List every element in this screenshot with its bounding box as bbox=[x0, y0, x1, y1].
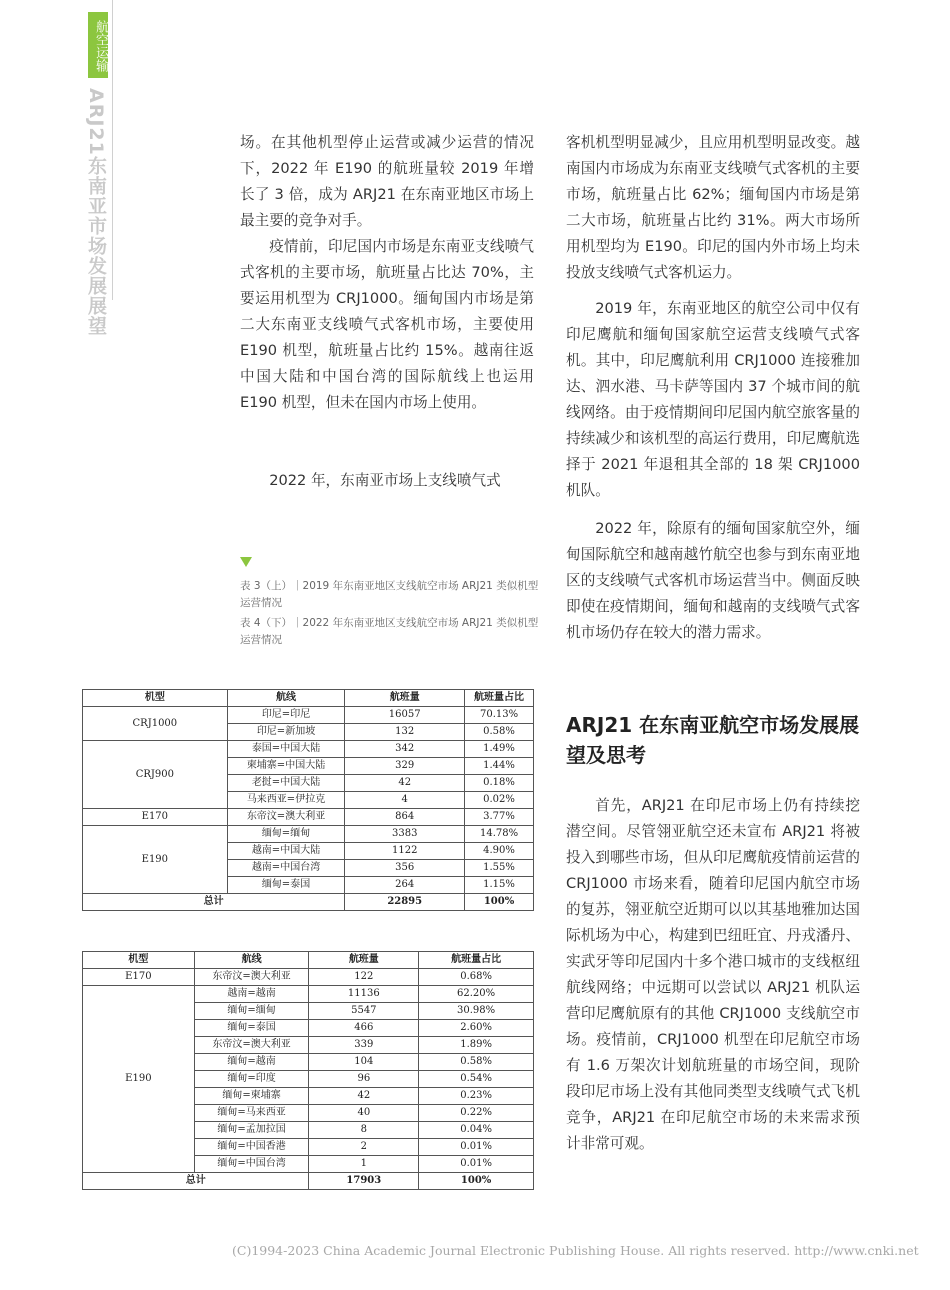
col-header-model: 机型 bbox=[83, 690, 228, 707]
route-cell: 泰国=中国大陆 bbox=[227, 741, 345, 758]
col-header-share: 航班量占比 bbox=[419, 952, 534, 969]
flights-cell: 42 bbox=[345, 775, 465, 792]
share-cell: 30.98% bbox=[419, 1003, 534, 1020]
share-cell: 0.01% bbox=[419, 1156, 534, 1173]
col-header-flights: 航班量 bbox=[345, 690, 465, 707]
table-row bbox=[83, 741, 534, 758]
route-cell: 柬埔寨=中国大陆 bbox=[227, 758, 345, 775]
table-row bbox=[83, 969, 534, 986]
share-cell: 0.54% bbox=[419, 1071, 534, 1088]
copyright-footer: (C)1994-2023 China Academic Journal Electronic Publishing House. All rights reserved. http://www.cnki.net bbox=[232, 1243, 919, 1258]
running-title: ARJ21东南亚市场发展展望 bbox=[85, 88, 107, 336]
flights-cell: 104 bbox=[309, 1054, 419, 1071]
section-heading: ARJ21 在东南亚航空市场发展展望及思考 bbox=[566, 713, 860, 767]
flights-cell: 864 bbox=[345, 809, 465, 826]
table-2019 bbox=[82, 689, 534, 911]
share-cell: 0.22% bbox=[419, 1105, 534, 1122]
model-cell: E170 bbox=[83, 969, 195, 986]
table-row bbox=[83, 986, 534, 1003]
route-cell: 缅甸=泰国 bbox=[194, 1020, 309, 1037]
flights-cell: 8 bbox=[309, 1122, 419, 1139]
flights-cell: 1122 bbox=[345, 843, 465, 860]
flights-cell: 1 bbox=[309, 1156, 419, 1173]
table4-caption: 表 4（下）｜2022 年东南亚地区支线航空市场 ARJ21 类似机型运营情况 bbox=[240, 617, 539, 646]
route-cell: 缅甸=柬埔寨 bbox=[194, 1088, 309, 1105]
share-cell: 1.49% bbox=[465, 741, 534, 758]
left-paragraph-2: 疫情前，印尼国内市场是东南亚支线喷气式客机的主要市场，航班量占比达 70%，主要运用机型为 CRJ1000。缅甸国内市场是第二大东南亚支线喷气式客机市场，主要使用 E190 机型，航班量占比约 15%。越南往返中国大陆和中国台湾的国际航线上也运用 E190 机型，但未在国内市场上使用。 bbox=[240, 238, 534, 411]
route-cell: 缅甸=中国香港 bbox=[194, 1139, 309, 1156]
share-cell: 0.68% bbox=[419, 969, 534, 986]
share-cell: 0.18% bbox=[465, 775, 534, 792]
flights-cell: 264 bbox=[345, 877, 465, 894]
route-cell: 缅甸=印度 bbox=[194, 1071, 309, 1088]
route-cell: 老挝=中国大陆 bbox=[227, 775, 345, 792]
left-paragraph-1: 场。在其他机型停止运营或减少运营的情况下，2022 年 E190 的航班量较 2019 年增长了 3 倍，成为 ARJ21 在东南亚地区市场上最主要的竞争对手。 bbox=[240, 134, 534, 229]
route-cell: 缅甸=缅甸 bbox=[194, 1003, 309, 1020]
flights-cell: 11136 bbox=[309, 986, 419, 1003]
share-cell: 1.89% bbox=[419, 1037, 534, 1054]
route-cell: 马来西亚=伊拉克 bbox=[227, 792, 345, 809]
flights-cell: 4 bbox=[345, 792, 465, 809]
route-cell: 越南=越南 bbox=[194, 986, 309, 1003]
route-cell: 缅甸=马来西亚 bbox=[194, 1105, 309, 1122]
share-cell: 0.23% bbox=[419, 1088, 534, 1105]
section-paragraph: 首先，ARJ21 在印尼市场上仍有持续挖潜空间。尽管翎亚航空还未宣布 ARJ21 将被投入到哪些市场，但从印尼鹰航疫情前运营的 CRJ1000 市场来看，随着印尼国内航空市场的复苏，翎亚航空近期可以以其基地雅加达国际机场为中心，构建到巴纽旺宜、丹戎潘丹、实武牙等印尼国内十多个港口城市的支线枢纽航线网络；中远期可以尝试以 ARJ21 机队运营印尼鹰航原有的其他 CRJ1000 支线航空市场。疫情前，CRJ1000 机型在印尼航空市场有 1.6 万架次计划航班量的市场空间，现阶段印尼市场上没有其他同类型支线喷气式飞机竞争，ARJ21 在印尼航空市场的未来需求预计非常可观。 bbox=[566, 797, 860, 1152]
route-cell: 缅甸=孟加拉国 bbox=[194, 1122, 309, 1139]
model-cell: CRJ1000 bbox=[83, 707, 228, 741]
right-paragraph-1: 客机机型明显减少，且应用机型明显改变。越南国内市场成为东南亚支线喷气式客机的主要市场，航班量占比 62%；缅甸国内市场是第二大市场，航班量占比约 31%。两大市场所用机型均为 E190。印尼的国内外市场上均未投放支线喷气式客机运力。 bbox=[566, 134, 860, 281]
section-tag: 航空运输 bbox=[88, 12, 108, 78]
share-cell: 62.20% bbox=[419, 986, 534, 1003]
table-row bbox=[83, 809, 534, 826]
total-row bbox=[83, 1173, 534, 1190]
share-cell: 0.58% bbox=[419, 1054, 534, 1071]
total-share: 100% bbox=[465, 894, 534, 911]
col-header-route: 航线 bbox=[194, 952, 309, 969]
col-header-share: 航班量占比 bbox=[465, 690, 534, 707]
route-cell: 越南=中国台湾 bbox=[227, 860, 345, 877]
share-cell: 1.44% bbox=[465, 758, 534, 775]
flights-cell: 96 bbox=[309, 1071, 419, 1088]
table3-caption: 表 3（上）｜2019 年东南亚地区支线航空市场 ARJ21 类似机型运营情况 bbox=[240, 580, 539, 609]
flights-cell: 342 bbox=[345, 741, 465, 758]
route-cell: 越南=中国大陆 bbox=[227, 843, 345, 860]
col-header-flights: 航班量 bbox=[309, 952, 419, 969]
share-cell: 70.13% bbox=[465, 707, 534, 724]
flights-cell: 16057 bbox=[345, 707, 465, 724]
table-row bbox=[83, 826, 534, 843]
share-cell: 4.90% bbox=[465, 843, 534, 860]
flights-cell: 356 bbox=[345, 860, 465, 877]
table-row bbox=[83, 707, 534, 724]
share-cell: 0.58% bbox=[465, 724, 534, 741]
flights-cell: 329 bbox=[345, 758, 465, 775]
right-paragraph-2: 2019 年，东南亚地区的航空公司中仅有印尼鹰航和缅甸国家航空运营支线喷气式客机。其中，印尼鹰航利用 CRJ1000 连接雅加达、泗水港、马卡萨等国内 37 个城市间的航线网络。由于疫情期间印尼国内航空旅客量的持续减少和该机型的高运行费用，印尼鹰航选择于 2021 年退租其全部的 18 架 CRJ1000 机队。 bbox=[566, 300, 860, 499]
share-cell: 0.01% bbox=[419, 1139, 534, 1156]
share-cell: 2.60% bbox=[419, 1020, 534, 1037]
col-header-route: 航线 bbox=[227, 690, 345, 707]
share-cell: 0.04% bbox=[419, 1122, 534, 1139]
total-row bbox=[83, 894, 534, 911]
flights-cell: 42 bbox=[309, 1088, 419, 1105]
flights-cell: 122 bbox=[309, 969, 419, 986]
model-cell: E170 bbox=[83, 809, 228, 826]
model-cell: E190 bbox=[83, 986, 195, 1173]
route-cell: 缅甸=越南 bbox=[194, 1054, 309, 1071]
route-cell: 印尼=印尼 bbox=[227, 707, 345, 724]
share-cell: 1.55% bbox=[465, 860, 534, 877]
col-header-model: 机型 bbox=[83, 952, 195, 969]
route-cell: 缅甸=缅甸 bbox=[227, 826, 345, 843]
flights-cell: 5547 bbox=[309, 1003, 419, 1020]
total-flights: 22895 bbox=[345, 894, 465, 911]
model-cell: E190 bbox=[83, 826, 228, 894]
flights-cell: 2 bbox=[309, 1139, 419, 1156]
right-paragraph-3: 2022 年，除原有的缅甸国家航空外，缅甸国际航空和越南越竹航空也参与到东南亚地区的支线喷气式客机市场运营当中。侧面反映即使在疫情期间，缅甸和越南的支线喷气式客机市场仍存在较大的潜力需求。 bbox=[566, 520, 860, 641]
model-cell: CRJ900 bbox=[83, 741, 228, 809]
table-2022 bbox=[82, 951, 534, 1190]
caption-marker-icon bbox=[240, 557, 252, 567]
flights-cell: 3383 bbox=[345, 826, 465, 843]
share-cell: 14.78% bbox=[465, 826, 534, 843]
share-cell: 1.15% bbox=[465, 877, 534, 894]
route-cell: 印尼=新加坡 bbox=[227, 724, 345, 741]
sidebar-divider bbox=[112, 0, 113, 300]
total-flights: 17903 bbox=[309, 1173, 419, 1190]
left-paragraph-3: 2022 年，东南亚市场上支线喷气式 bbox=[269, 472, 501, 489]
flights-cell: 466 bbox=[309, 1020, 419, 1037]
flights-cell: 40 bbox=[309, 1105, 419, 1122]
route-cell: 缅甸=泰国 bbox=[227, 877, 345, 894]
flights-cell: 132 bbox=[345, 724, 465, 741]
total-share: 100% bbox=[419, 1173, 534, 1190]
share-cell: 3.77% bbox=[465, 809, 534, 826]
total-label: 总计 bbox=[83, 1173, 309, 1190]
route-cell: 东帝汶=澳大利亚 bbox=[194, 969, 309, 986]
route-cell: 东帝汶=澳大利亚 bbox=[227, 809, 345, 826]
route-cell: 东帝汶=澳大利亚 bbox=[194, 1037, 309, 1054]
route-cell: 缅甸=中国台湾 bbox=[194, 1156, 309, 1173]
total-label: 总计 bbox=[83, 894, 345, 911]
flights-cell: 339 bbox=[309, 1037, 419, 1054]
share-cell: 0.02% bbox=[465, 792, 534, 809]
